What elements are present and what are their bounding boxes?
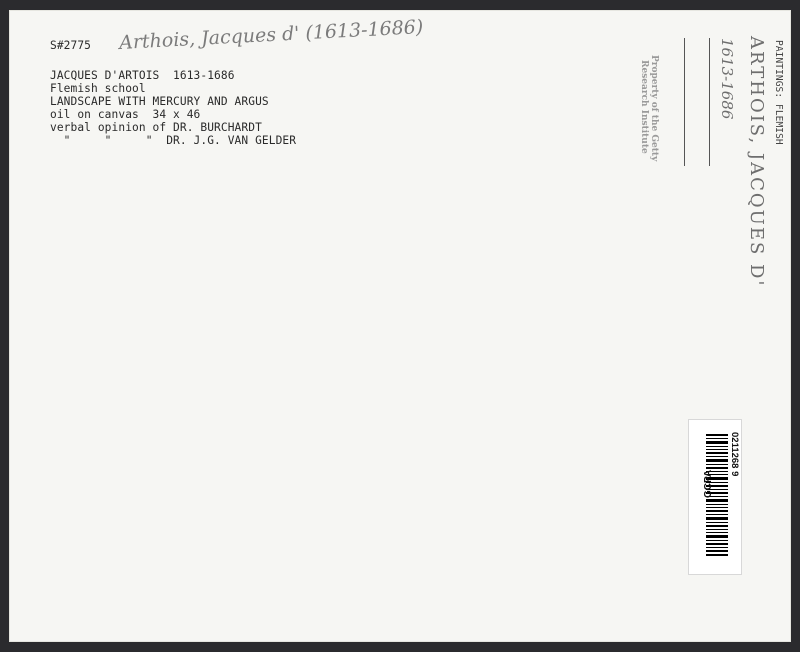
institute-stamp xyxy=(639,55,659,161)
record-line-artist: JACQUES D'ARTOIS 1613-1686 xyxy=(50,69,235,82)
barcode-label xyxy=(688,419,742,575)
barcode-number: 0211268 9 xyxy=(729,432,740,477)
stamp-line-2: Research Institute xyxy=(639,60,649,154)
handwritten-artist-dates: 1613-1686 xyxy=(718,38,736,120)
barcode-collection: GCPA xyxy=(703,469,714,498)
record-line-medium: oil on canvas 34 x 46 xyxy=(50,108,201,121)
record-line-school: Flemish school xyxy=(50,82,146,95)
record-line-opinion-2: " " " DR. J.G. VAN GELDER xyxy=(50,134,297,147)
ruled-line-2 xyxy=(709,38,710,166)
record-line-title: LANDSCAPE WITH MERCURY AND ARGUS xyxy=(50,95,269,108)
handwritten-artist-title: Arthois, Jacques d' (1613-1686) xyxy=(118,16,424,54)
handwritten-artist-name: ARTHOIS, JACQUES D' xyxy=(746,36,767,288)
stock-number: S#2775 xyxy=(50,39,92,52)
photo-mount-card xyxy=(9,10,791,642)
record-line-opinion-1: verbal opinion of DR. BURCHARDT xyxy=(50,121,262,134)
category-label: PAINTINGS: FLEMISH xyxy=(773,40,784,145)
stamp-line-1: Property of the Getty xyxy=(649,55,659,162)
ruled-line-1 xyxy=(684,38,685,166)
